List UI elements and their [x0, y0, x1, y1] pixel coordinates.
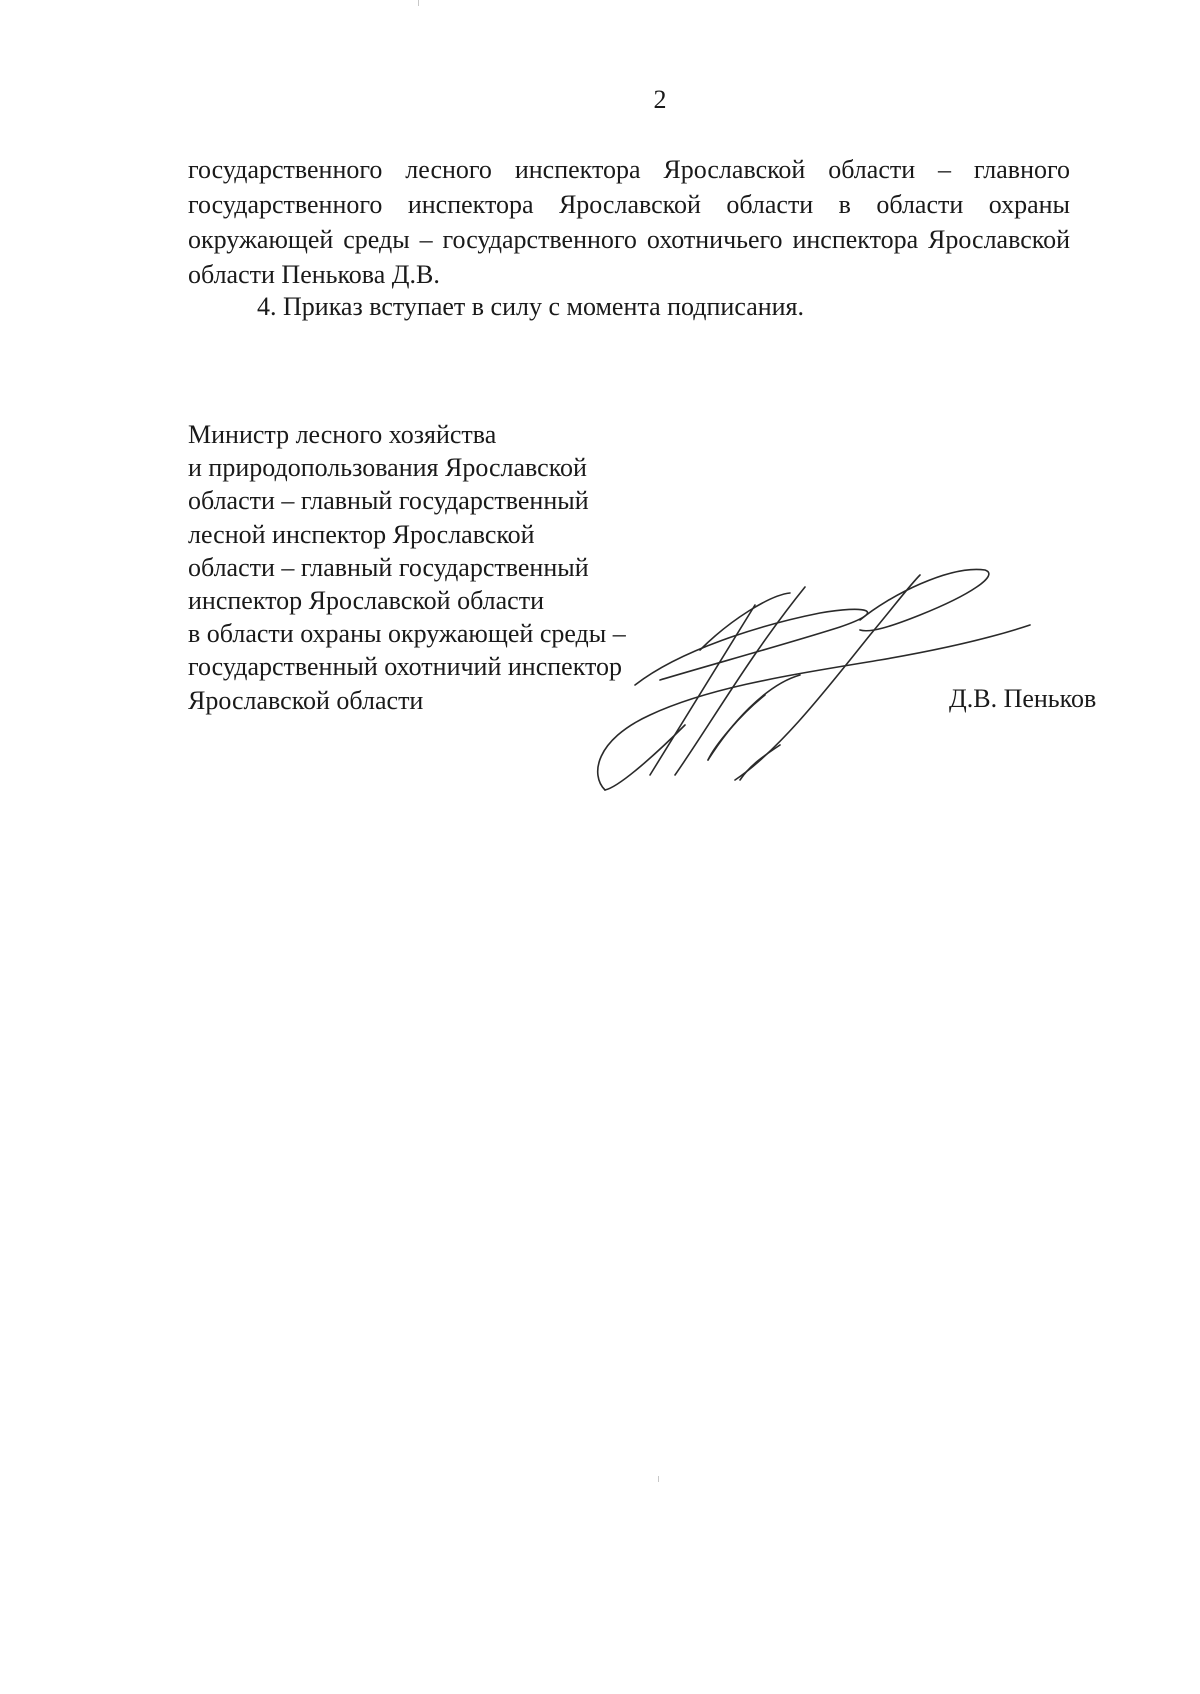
- text-line: государственного лесного инспектора Ярославской области – главного: [188, 155, 1070, 184]
- signatory-position: [188, 418, 626, 717]
- signature-stroke: [708, 675, 800, 760]
- position-line: области – главный государственный: [188, 552, 589, 582]
- text-line: государственного инспектора Ярославской области в области охраны: [188, 190, 1070, 219]
- signature-stroke: [650, 605, 755, 775]
- position-line: области – главный государственный: [188, 486, 589, 516]
- paragraph-continuation: [188, 152, 1070, 292]
- handwritten-signature: [590, 565, 1070, 800]
- scan-artifact: [418, 0, 419, 6]
- position-line: лесной инспектор Ярославской: [188, 519, 535, 549]
- position-line: в области охраны окружающей среды –: [188, 619, 626, 649]
- position-line: и природопользования Ярославской: [188, 453, 587, 483]
- position-line: государственный охотничий инспектор: [188, 652, 623, 682]
- signature-stroke: [740, 745, 780, 780]
- signer-name: Д.В. Пеньков: [949, 684, 1097, 713]
- paragraph-4: 4. Приказ вступает в силу с момента подписания.: [257, 292, 805, 321]
- position-line: инспектор Ярославской области: [188, 586, 544, 616]
- text-line: области Пенькова Д.В.: [188, 260, 440, 289]
- page-number: 2: [653, 85, 667, 114]
- position-line: Министр лесного хозяйства: [188, 420, 497, 449]
- signature-stroke: [735, 575, 920, 780]
- position-line: Ярославской области: [188, 685, 424, 715]
- text-line: окружающей среды – государственного охотничьего инспектора Ярославской: [188, 225, 1070, 254]
- signature-stroke: [860, 569, 989, 630]
- signature-stroke: [635, 609, 868, 685]
- signature-stroke: [708, 695, 765, 760]
- scan-artifact: [658, 1476, 659, 1482]
